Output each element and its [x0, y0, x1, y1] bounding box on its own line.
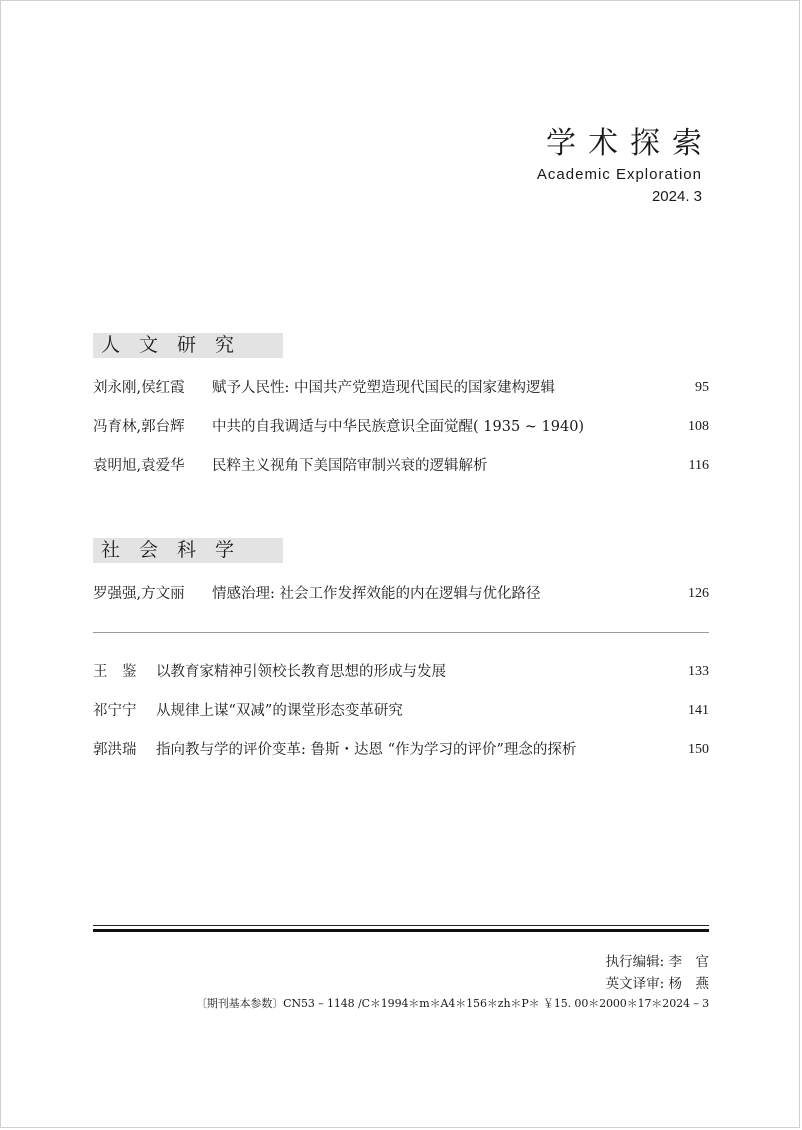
entry-title: 情感治理: 社会工作发挥效能的内在逻辑与优化路径: [212, 586, 541, 602]
journal-masthead: [536, 126, 714, 206]
entry-author: 袁明旭,袁爱华: [93, 458, 185, 474]
params-value: CN53 – 1148 /C＊1994＊m＊A4＊156＊zh＊P＊ ￥15. 00＊2000＊17＊2024 – 3: [283, 997, 709, 1010]
journal-title: 学术探索: [546, 126, 714, 161]
entry-page: 116: [688, 458, 709, 473]
executive-editor: 执行编辑: 李 官: [605, 954, 709, 970]
entry-title: 从规律上谋“双减”的课堂形态变革研究: [156, 703, 403, 719]
entry-title: 赋予人民性: 中国共产党塑造现代国民的国家建构逻辑: [212, 380, 555, 396]
journal-english-title: Academic Exploration: [536, 166, 702, 183]
entry-author: 郭洪瑞: [93, 742, 137, 758]
entry-author: 王 鉴: [93, 664, 137, 680]
section-divider: [93, 632, 709, 633]
entry-author: 冯育林,郭台辉: [93, 419, 185, 435]
toc-entry[interactable]: [93, 739, 709, 761]
journal-parameters: [196, 996, 709, 1012]
toc-entry[interactable]: [93, 377, 709, 399]
entry-page: 126: [688, 586, 709, 601]
entry-page: 133: [688, 664, 709, 679]
issue-number: 2024. 3: [651, 188, 702, 205]
section-heading-humanities: 人文研究: [93, 333, 283, 358]
params-label: 〔期刊基本参数〕: [195, 997, 284, 1010]
toc-entry[interactable]: [93, 455, 709, 477]
toc-entry[interactable]: [93, 583, 709, 605]
entry-page: 95: [695, 380, 709, 395]
toc-entry[interactable]: [93, 661, 709, 683]
entry-author: 祁宁宁: [93, 703, 137, 719]
entry-title: 民粹主义视角下美国陪审制兴衰的逻辑解析: [212, 458, 488, 474]
section-heading-social-science: 社会科学: [93, 538, 283, 563]
entry-page: 141: [688, 703, 709, 718]
footer-rule-thin: [93, 925, 709, 926]
toc-entry[interactable]: [93, 416, 709, 438]
entry-title: 指向教与学的评价变革: 鲁斯・达恩 “作为学习的评价”理念的探析: [156, 742, 577, 758]
entry-author: 刘永刚,侯红霞: [93, 380, 185, 396]
entry-page: 150: [688, 742, 709, 757]
english-reviewer: 英文译审: 杨 燕: [605, 976, 709, 992]
toc-entry[interactable]: [93, 700, 709, 722]
footer-rule-thick: [93, 929, 709, 932]
entry-page: 108: [688, 419, 709, 434]
entry-author: 罗强强,方文丽: [93, 586, 185, 602]
entry-title: 以教育家精神引领校长教育思想的形成与发展: [156, 664, 446, 680]
entry-title: 中共的自我调适与中华民族意识全面觉醒( 1935 ~ 1940): [212, 419, 585, 435]
